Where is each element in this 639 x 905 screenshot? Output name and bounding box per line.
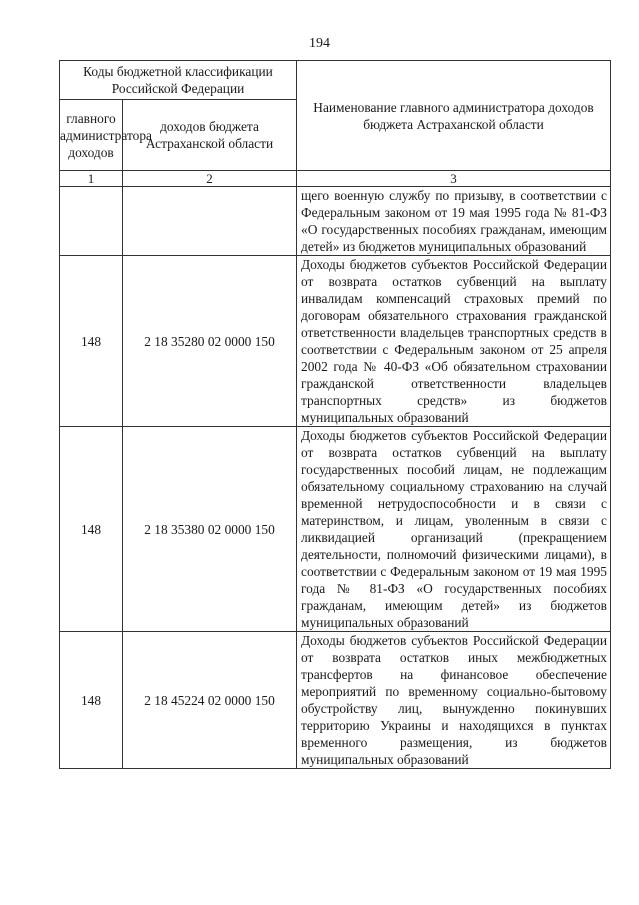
admin-code: [60, 187, 123, 256]
column-number: 1: [60, 171, 123, 187]
header-revenue-code: доходов бюджета Астраханской области: [123, 100, 297, 171]
table-row: [60, 427, 611, 632]
page-number: 194: [309, 36, 330, 51]
revenue-code: 2 18 35380 02 0000 150: [123, 427, 297, 632]
column-number: 2: [123, 171, 297, 187]
admin-code: 148: [60, 427, 123, 632]
admin-code: 148: [60, 632, 123, 769]
table-row: [60, 187, 611, 256]
header-codes-group: Коды бюджетной классификации Российской Федерации: [60, 61, 297, 100]
budget-classification-table: [59, 60, 611, 769]
column-numbers-row: [60, 171, 611, 187]
admin-code: 148: [60, 256, 123, 427]
revenue-description: щего военную службу по призыву, в соответствии с Федеральным законом от 19 мая 1995 года № 81-ФЗ «О государственных пособиях гражданам, имеющим детей» из бюджетов муниципальных образований: [297, 187, 611, 256]
column-number: 3: [297, 171, 611, 187]
table-row: [60, 632, 611, 769]
revenue-code: 2 18 45224 02 0000 150: [123, 632, 297, 769]
header-row-top: [60, 61, 611, 100]
revenue-code: [123, 187, 297, 256]
header-main-admin: главного администратора доходов: [60, 100, 123, 171]
revenue-code: 2 18 35280 02 0000 150: [123, 256, 297, 427]
revenue-description: Доходы бюджетов субъектов Российской Федерации от возврата остатков субвенций на выплату инвалидам компенсаций страховых премий по договорам обязательного страхования гражданской ответственности владельцев транспортных средств в соответствии с Федеральным законом от 25 апреля 2002 года № 40-ФЗ «Об обязательном страховании гражданской ответственности владельцев транспортных средств» из бюджетов муниципальных образований: [297, 256, 611, 427]
table-row: [60, 256, 611, 427]
revenue-description: Доходы бюджетов субъектов Российской Федерации от возврата остатков иных межбюджетных трансфертов на финансовое обеспечение мероприятий по временному социально-бытовому обустройству лиц, вынужденно покинувших территорию Украины и находящихся в пунктах временного размещения, из бюджетов муниципальных образований: [297, 632, 611, 769]
revenue-description: Доходы бюджетов субъектов Российской Федерации от возврата остатков субвенций на выплату государственных пособий лицам, не подлежащим обязательному социальному страхованию на случай временной нетрудоспособности и в связи с материнством, и лицам, уволенным в связи с ликвидацией организаций (прекращением деятельности, полномочий физическими лицами), в соответствии с Федеральным законом от 19 мая 1995 года № 81-ФЗ «О государственных пособиях гражданам, имеющим детей» из бюджетов муниципальных образований: [297, 427, 611, 632]
header-admin-name: Наименование главного администратора доходов бюджета Астраханской области: [297, 61, 611, 171]
